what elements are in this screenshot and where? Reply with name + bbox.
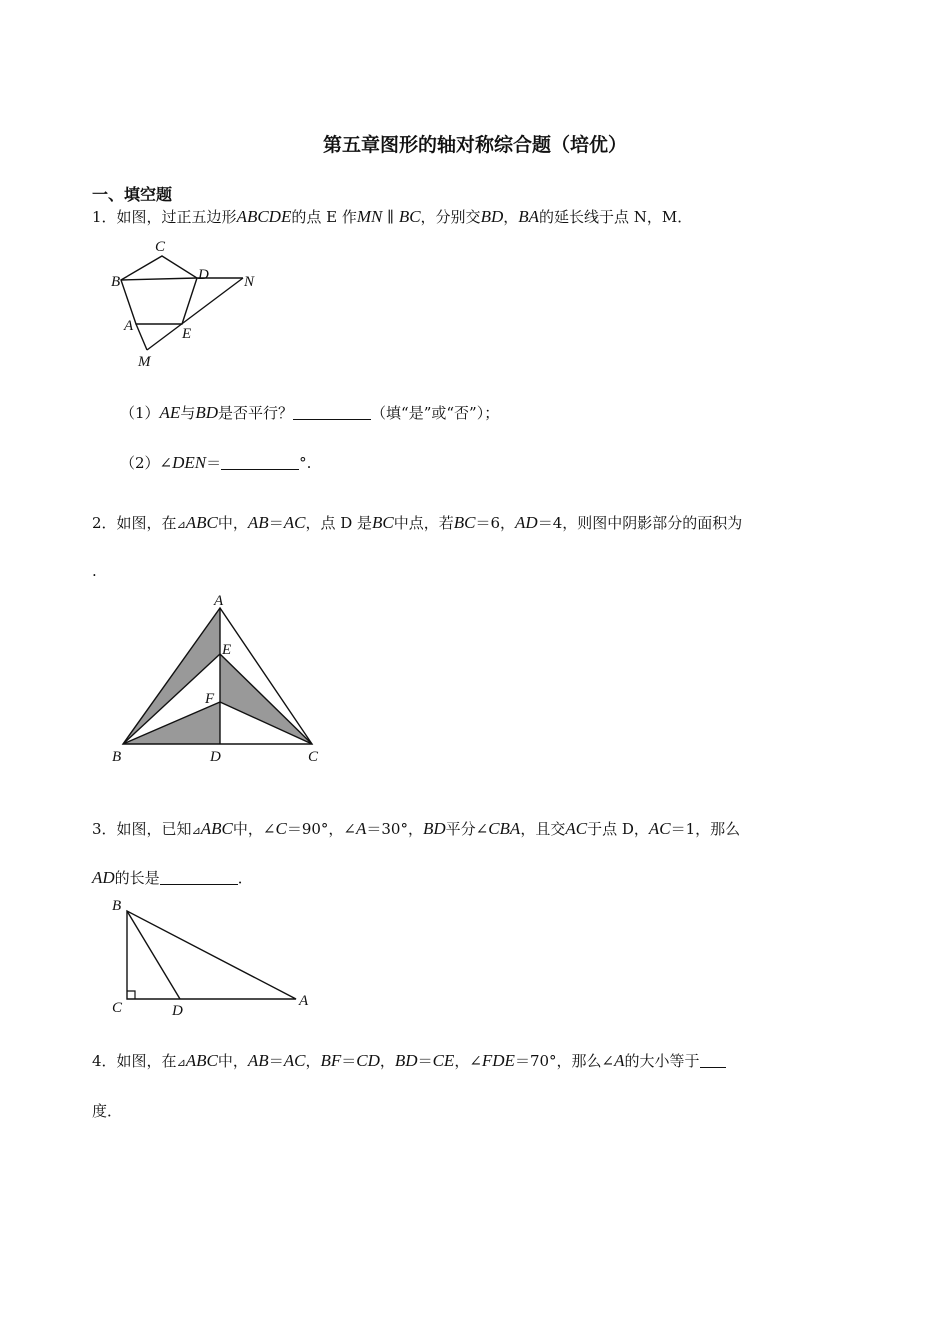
- math: BF: [320, 1051, 342, 1070]
- label-c: C: [308, 749, 319, 765]
- text: °.: [299, 454, 312, 472]
- math: BA: [518, 207, 540, 226]
- math: AD: [515, 513, 538, 532]
- question-3-text: [92, 818, 740, 839]
- triangle-symbol: ⊿: [176, 518, 186, 531]
- pentagon: [121, 256, 197, 324]
- math: AC: [283, 513, 306, 532]
- text: ＝: [341, 1052, 357, 1070]
- text: 的大小等于: [624, 1052, 700, 1070]
- label-d: D: [210, 749, 221, 765]
- math: CBA: [488, 819, 521, 838]
- math: ABC: [200, 819, 233, 838]
- segment-bd: [121, 278, 197, 280]
- math: MN: [356, 207, 383, 226]
- text: 中，: [217, 514, 248, 532]
- text: ＝30°，: [366, 820, 423, 838]
- question-3-line-2: [92, 867, 253, 888]
- label-c: C: [155, 239, 166, 255]
- text: 如图，在: [116, 1052, 177, 1070]
- label-a: A: [124, 318, 134, 334]
- triangle-symbol: ⊿: [176, 1056, 186, 1069]
- text: ＝: [268, 514, 284, 532]
- text: （2）∠: [120, 454, 173, 472]
- math: ABC: [185, 513, 218, 532]
- question-2-end: .: [92, 562, 97, 580]
- math: BC: [372, 513, 394, 532]
- text: ，: [379, 1052, 395, 1070]
- label-b: B: [112, 898, 122, 914]
- math: A: [355, 819, 367, 838]
- math: ABC: [185, 1051, 218, 1070]
- section-heading: 一、填空题: [92, 185, 173, 204]
- text: ，∠: [454, 1052, 482, 1070]
- text: ＝4，则图中阴影部分的面积为: [537, 514, 743, 532]
- question-4-text: [92, 1050, 726, 1071]
- label-c: C: [112, 1000, 123, 1016]
- segment-am: [136, 324, 147, 350]
- label-a: A: [299, 993, 309, 1009]
- answer-blank[interactable]: [700, 1053, 726, 1068]
- text: 如图，在: [116, 514, 177, 532]
- math: ABCDE: [236, 207, 292, 226]
- label-a: A: [214, 593, 224, 609]
- text: 的长是: [114, 869, 160, 887]
- text: ＝: [206, 454, 222, 472]
- text: 如图，已知: [116, 820, 192, 838]
- label-d: D: [198, 267, 209, 283]
- math: AB: [247, 1051, 269, 1070]
- label-d: D: [172, 1003, 183, 1019]
- math: BC: [453, 513, 476, 532]
- text: ＝: [417, 1052, 433, 1070]
- math: AC: [283, 1051, 306, 1070]
- math: FDE: [481, 1051, 515, 1070]
- triangle-symbol: ⊿: [191, 824, 201, 837]
- answer-blank[interactable]: [293, 405, 371, 420]
- text: 平分∠: [445, 820, 489, 838]
- math: AB: [247, 513, 269, 532]
- math: BD: [394, 1051, 418, 1070]
- text: ＝1，那么: [670, 820, 741, 838]
- text: 如图，过正五边形: [116, 208, 237, 226]
- question-number: 2．: [92, 514, 117, 532]
- question-number: 3．: [92, 820, 117, 838]
- math: CE: [432, 1051, 455, 1070]
- question-1-text: [92, 206, 692, 227]
- label-e: E: [182, 326, 192, 342]
- math: AC: [648, 819, 671, 838]
- text: ，: [503, 208, 519, 226]
- question-number: 4．: [92, 1052, 117, 1070]
- text: 于点 D，: [587, 820, 649, 838]
- math: BD: [195, 403, 219, 422]
- text: 的点 E 作: [291, 208, 357, 226]
- math: DEN: [172, 453, 207, 472]
- math: AE: [159, 403, 181, 422]
- text: 中点，若: [393, 514, 454, 532]
- text: 是否平行？: [218, 404, 294, 422]
- triangle-abc: [127, 911, 296, 999]
- math: AD: [92, 868, 115, 887]
- question-1-part-2: [120, 452, 311, 473]
- answer-blank[interactable]: [160, 870, 238, 885]
- question-number: 1．: [92, 208, 117, 226]
- text: 的延长线于点 N，M．: [539, 208, 693, 226]
- text: ，: [305, 1052, 321, 1070]
- text: ∥: [382, 208, 399, 226]
- right-angle-mark: [127, 991, 135, 999]
- question-1-part-1: [120, 402, 499, 423]
- answer-blank[interactable]: [221, 455, 299, 470]
- q2-triangle-figure: [108, 590, 338, 770]
- math: C: [275, 819, 287, 838]
- text: ，分别交: [420, 208, 481, 226]
- math: AC: [565, 819, 588, 838]
- text: 中，: [217, 1052, 248, 1070]
- label-n: N: [244, 274, 255, 290]
- math: BC: [398, 207, 421, 226]
- q1-pentagon-figure: [110, 238, 270, 368]
- text: ．: [237, 869, 253, 887]
- q3-right-triangle-figure: [110, 895, 330, 1020]
- page-title: 第五章图形的轴对称综合题（培优）: [322, 134, 627, 156]
- label-m: M: [138, 354, 151, 370]
- text: ＝: [268, 1052, 284, 1070]
- text: ＝6，: [475, 514, 516, 532]
- math: BD: [480, 207, 504, 226]
- math: CD: [356, 1051, 380, 1070]
- text: 中，∠: [232, 820, 276, 838]
- label-b: B: [111, 274, 121, 290]
- math: A: [614, 1051, 625, 1070]
- segment-nm: [147, 278, 243, 350]
- text: ＝70°，那么∠: [514, 1052, 615, 1070]
- text: （1）: [120, 404, 160, 422]
- text: 与: [180, 404, 196, 422]
- text: （填“是”或“否”）；: [371, 404, 500, 422]
- label-f: F: [205, 691, 215, 707]
- text: ，且交: [520, 820, 566, 838]
- text: ，点 D 是: [305, 514, 373, 532]
- text: ＝90°，∠: [286, 820, 356, 838]
- question-4-line-2: 度．: [92, 1102, 123, 1120]
- question-2-text: [92, 512, 742, 533]
- label-e: E: [222, 642, 232, 658]
- label-b: B: [112, 749, 122, 765]
- math: BD: [422, 819, 446, 838]
